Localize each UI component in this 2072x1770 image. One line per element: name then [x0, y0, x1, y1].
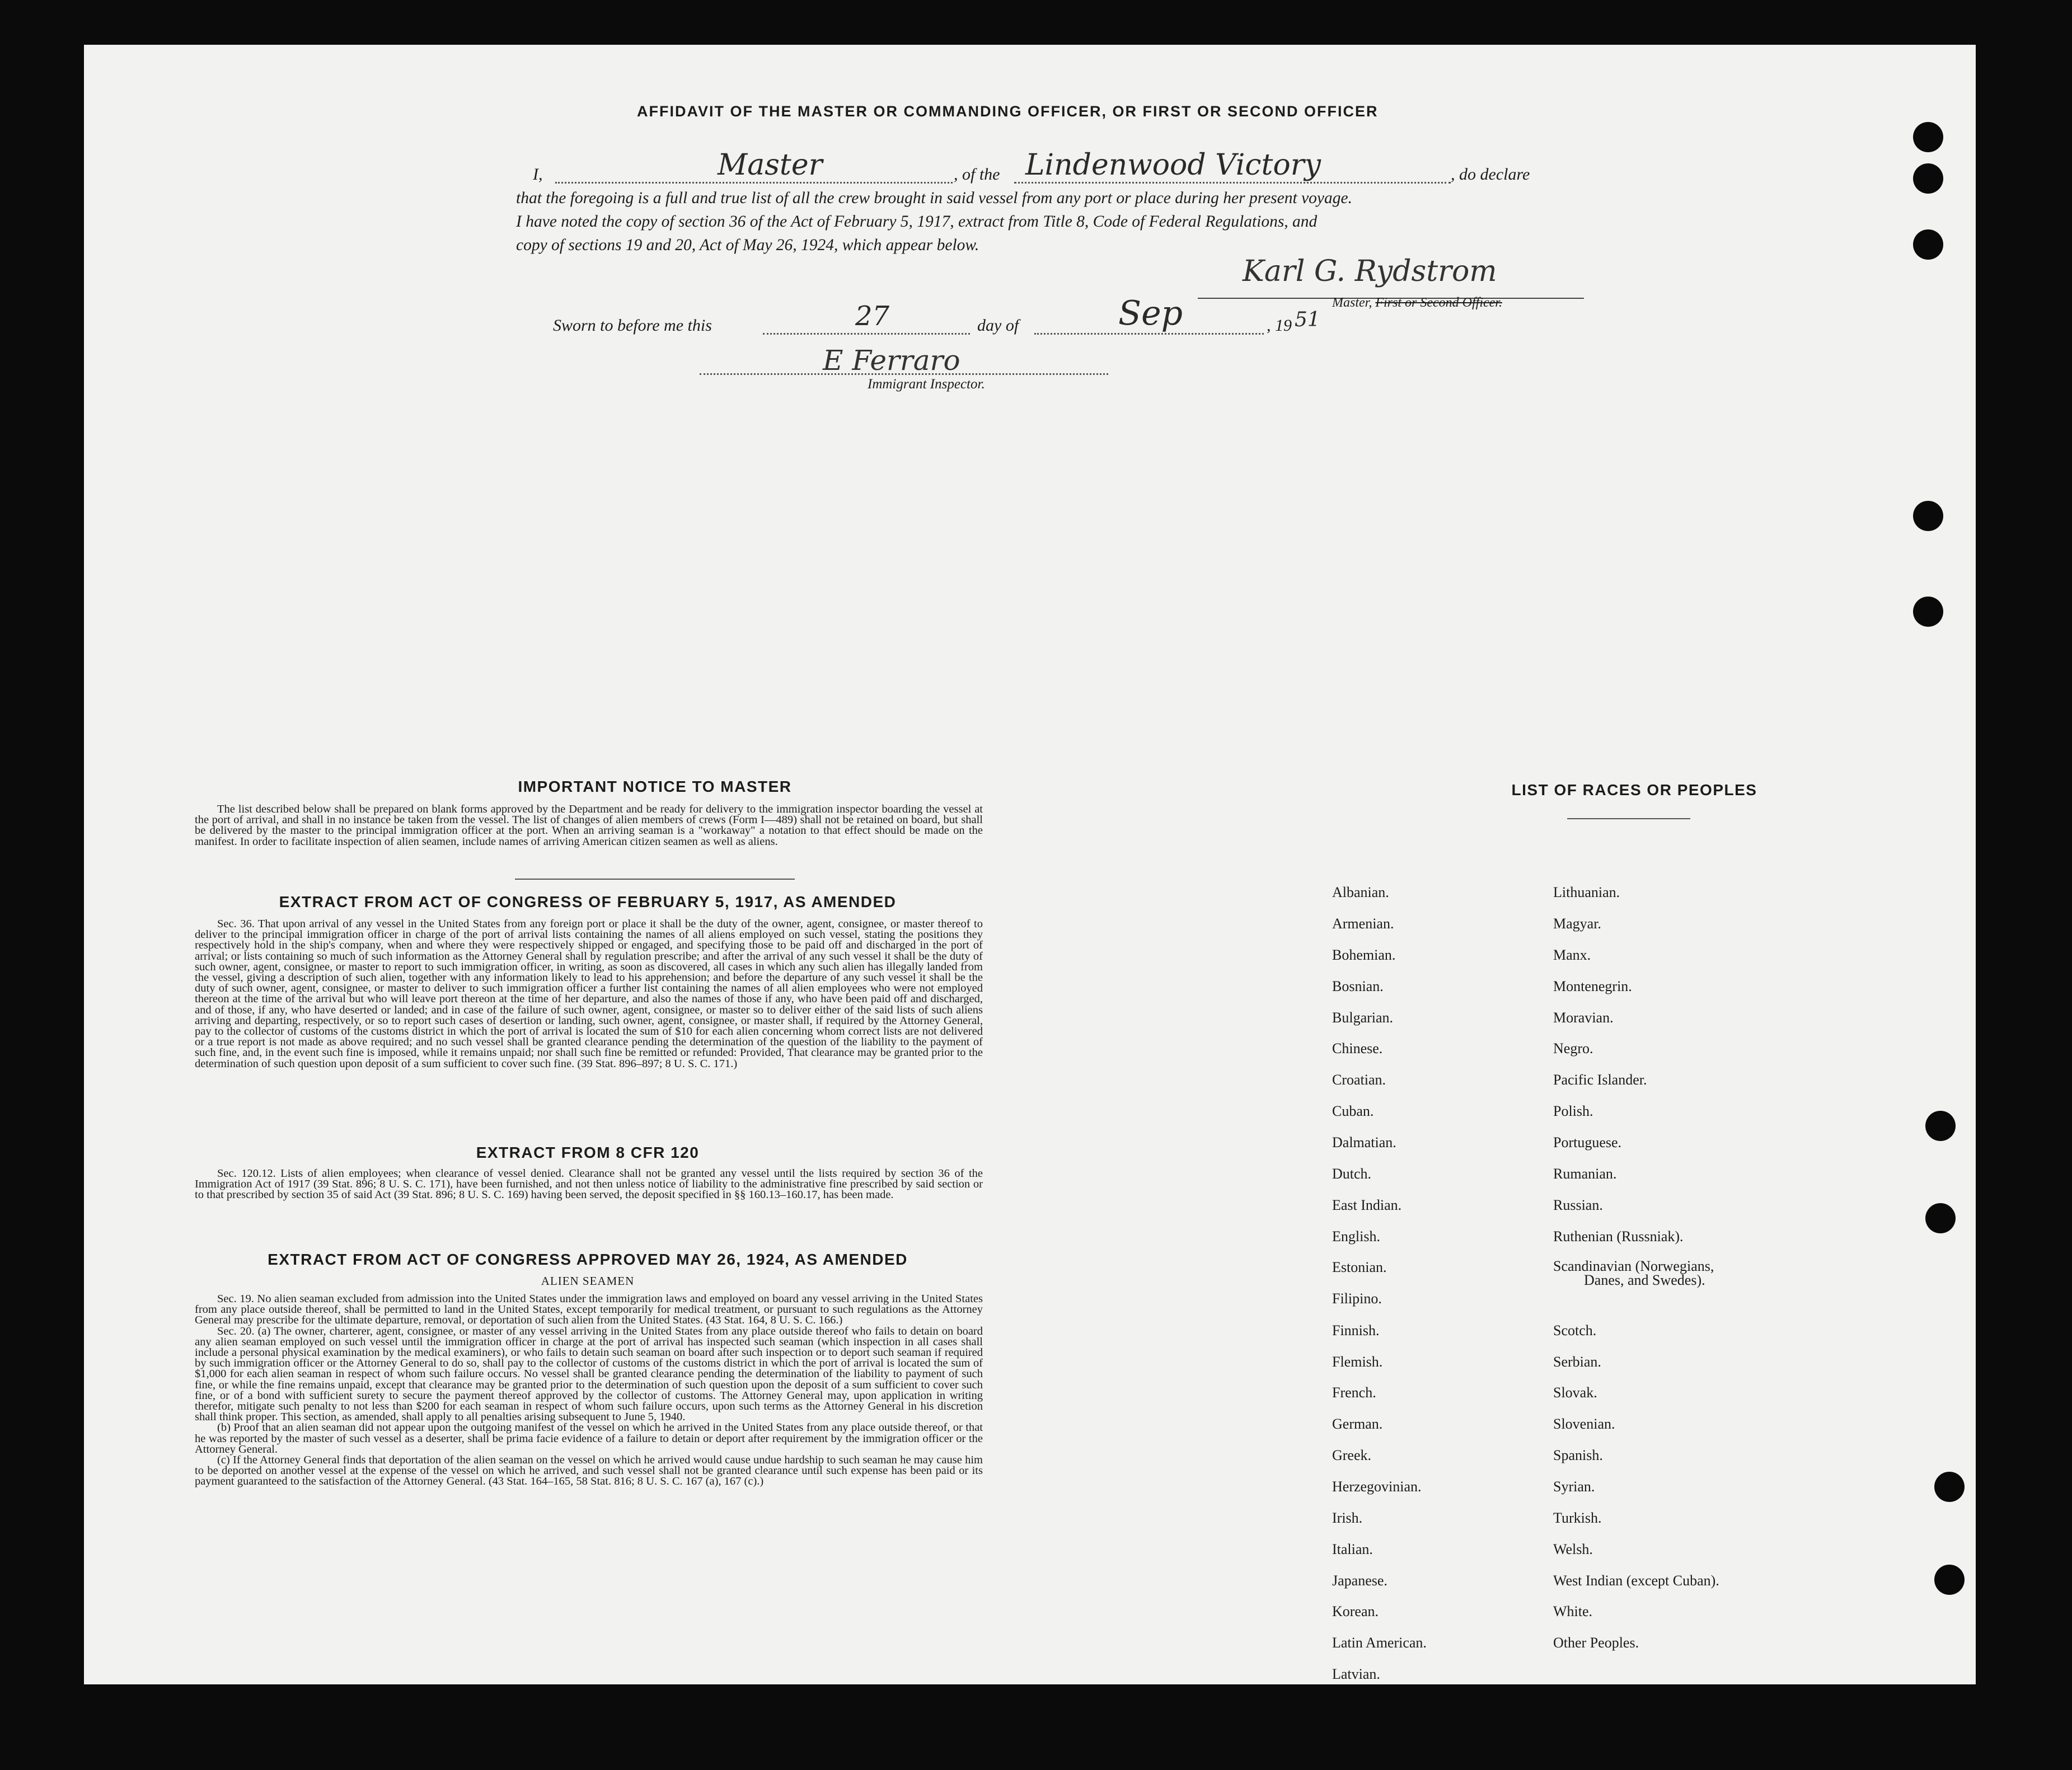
race-item: Bosnian. — [1332, 978, 1384, 994]
race-item: Estonian. — [1332, 1259, 1387, 1275]
notice-divider — [515, 879, 795, 880]
day-handwritten: 27 — [855, 301, 890, 332]
race-item: Lithuanian. — [1553, 884, 1620, 900]
race-item: Armenian. — [1332, 915, 1394, 932]
race-item: Portuguese. — [1553, 1134, 1622, 1151]
binder-hole-2 — [1913, 163, 1943, 194]
race-item: Syrian. — [1553, 1478, 1595, 1495]
extract-cfr-text: Sec. 120.12. Lists of alien employees; when clearance of vessel denied. Clearance shall not be granted any vessel until the lists required by section 36 of the Immigration Act of 1917 (39 Stat. 896; 8 U. S. C. 171), have been furnished, and not then unless notice of liability to the administrative fine prescribed by said section or to that prescribed by section 35 of said Act (39 Stat. 896; 8 U. S. C. 169) having been served, the deposit specified in §§ 160.13–160.17, has been made. — [195, 1167, 983, 1201]
of-the-label: , of the — [954, 165, 1000, 184]
race-item: Russian. — [1553, 1197, 1603, 1213]
race-item: Japanese. — [1332, 1572, 1387, 1589]
inspector-line — [700, 372, 1108, 375]
binder-hole-6 — [1925, 1111, 1956, 1141]
affidavit-title: AFFIDAVIT OF THE MASTER OR COMMANDING OFFICER, OR FIRST OR SECOND OFFICER — [637, 103, 1379, 120]
race-item: Magyar. — [1553, 915, 1601, 932]
binder-hole-1 — [1913, 122, 1943, 152]
race-item: Chinese. — [1332, 1040, 1383, 1057]
race-item: Filipino. — [1332, 1290, 1382, 1307]
extract-cfr-title: EXTRACT FROM 8 CFR 120 — [476, 1144, 700, 1161]
race-item: Welsh. — [1553, 1541, 1593, 1557]
race-item: Polish. — [1553, 1103, 1593, 1119]
race-item: Flemish. — [1332, 1354, 1383, 1370]
race-item: Ruthenian (Russniak). — [1553, 1228, 1684, 1245]
race-item: Finnish. — [1332, 1322, 1380, 1339]
inspector-signature: E Ferraro — [823, 344, 960, 377]
race-item: Pacific Islander. — [1553, 1072, 1647, 1088]
declaration-line-2: that the foregoing is a full and true list of all the crew brought in said vessel from any port or place during her present voyage. — [516, 189, 1352, 207]
sec-19-paragraph: Sec. 19. No alien seaman excluded from admission into the United States under the immigration laws and employed on board any vessel arriving in the United States from any place outside thereof, shall be permitted to land in the United States, except temporarily for medical treatment, or pursuant to such regulations as the Attorney General may prescribe for the ultimate departure, removal, or deportation of such alien from the United States. (43 Stat. 164, 8 U. S. C. 166.) — [195, 1293, 983, 1327]
race-item: White. — [1553, 1603, 1593, 1619]
sec-20c-paragraph: (c) If the Attorney General finds that deportation of the alien seaman on the vessel on which he arrived would cause undue hardship to such seaman he may cause him to be deported on another vessel at the expense of the vessel on which he arrived, and such vessel shall not be granted clearance until such expense has been paid or its payment guaranteed to the satisfaction of the Attorney General. (43 Stat. 164–165, 58 Stat. 816; 8 U. S. C. 167 (a), 167 (c).) — [195, 1454, 983, 1488]
officer-caption-struck: First or Second Officer. — [1375, 295, 1502, 310]
race-item: Rumanian. — [1553, 1166, 1617, 1182]
race-item: Dalmatian. — [1332, 1134, 1396, 1151]
race-item: Turkish. — [1553, 1510, 1602, 1526]
do-declare-label: , do declare — [1451, 165, 1530, 184]
sec-20a-paragraph: Sec. 20. (a) The owner, charterer, agent, consignee, or master of any vessel arriving in the United States from any place outside thereof who fails to detain on board any alien seaman employed on such vessel until the immigration officer in charge at the port of arrival has inspected such seaman (which inspection in all cases shall include a personal physical examination by the medical examiners), or who fails to detain such seaman on board after such inspection or to deport such seaman if required by such immigration officer or the Attorney General to do so, shall pay to the collector of customs of the customs district in which the port of arrival is located the sum of $1,000 for each alien seaman in respect of whom such failure occurs. No vessel shall be granted clearance pending the determination of the liability to payment of such fine, or while the fine remains unpaid, except that clearance may be granted prior to the determination of such question upon the deposit of a sum sufficient to cover such fine, or of a bond with sufficient surety to secure the payment thereof approved by the collector of customs. The Attorney General may, upon application in writing therefor, mitigate such penalty to not less than $200 for each seaman in respect of whom such failure occurs, upon such terms as the Attorney General in his discretion shall think proper. This section, as amended, shall apply to all penalties arising subsequent to June 5, 1940. — [195, 1325, 983, 1424]
extract-1917-text: Sec. 36. That upon arrival of any vessel in the United States from any foreign port or place it shall be the duty of the owner, agent, consignee, or master thereof to deliver to the principal immigration officer in charge of the port of arrival lists containing the names of all aliens employed on such vessel, stating the positions they respectively hold in the ship's company, when and where they were respectively shipped or engaged, and specifying those to be paid off and discharged in the port of arrival; or lists containing so much of such information as the Attorney General shall by regulation prescribe; and after the arrival of any such vessel it shall be the duty of such owner, agent, consignee, or master to report to such immigration officer, in writing, as soon as discovered, all cases in which any such alien has illegally landed from the vessel, giving a description of such alien, together with any information likely to lead to his apprehension; and before the departure of any such vessel it shall be the duty of such owner, agent, consignee, or master to deliver to such immigration officer a further list containing the names of all alien employees who were not employed thereon at the time of the arrival but who will leave port thereon at the time of her departure, and also the names of those if any, who have been paid off and discharged, and of those, if any, who have deserted or landed; and in case of the failure of such owner, agent, consignee, or master so to deliver either of the said lists of such aliens arriving and departing, respectively, or so to report such cases of desertion or landing, such owner, agent, consignee, or master shall, if required by the Attorney General, pay to the collector of customs of the customs district in which the port of arrival is located the sum of $10 for each alien concerning whom correct lists are not delivered or a true report is not made as above required; and no such vessel shall be granted clearance pending the determination of the question of the liability to the payment of such fine, and, in the event such fine is imposed, while it remains unpaid; nor shall such fine be remitted or refunded: Provided, That clearance may be granted prior to the determination of such question upon deposit of a sum sufficient to cover such fine. (39 Stat. 896–897; 8 U. S. C. 171.) — [195, 918, 983, 1070]
officer-caption-master: Master, — [1332, 295, 1372, 310]
binder-hole-7 — [1925, 1203, 1956, 1233]
day-of-label: day of — [977, 316, 1019, 335]
race-item: West Indian (except Cuban). — [1553, 1572, 1719, 1589]
race-item: Moravian. — [1553, 1010, 1614, 1026]
race-item: Dutch. — [1332, 1166, 1372, 1182]
race-item: Cuban. — [1332, 1103, 1374, 1119]
sec-20b-paragraph: (b) Proof that an alien seaman did not appear upon the outgoing manifest of the vessel on which he arrived in the United States from any place outside thereof, or that he was reported by the master of such vessel as a deserter, shall be prima facie evidence of a failure to detain or deport after requirement by the immigration officer or the Attorney General. — [195, 1421, 983, 1456]
i-label: I, — [533, 165, 543, 184]
race-item: East Indian. — [1332, 1197, 1402, 1213]
race-item: Latvian. — [1332, 1666, 1380, 1682]
race-item: Bohemian. — [1332, 947, 1396, 963]
race-item: Latin American. — [1332, 1635, 1427, 1651]
race-item: Montenegrin. — [1553, 978, 1632, 994]
binder-hole-4 — [1913, 501, 1943, 531]
race-item: Slovak. — [1553, 1384, 1597, 1401]
year-prefix: , 19 — [1267, 316, 1292, 335]
race-item: Scandinavian (Norwegians, — [1553, 1258, 1714, 1274]
extract-1917-title: EXTRACT FROM ACT OF CONGRESS OF FEBRUARY 5, 1917, AS AMENDED — [279, 893, 897, 910]
document-page — [84, 45, 1976, 1684]
extract-1924-text — [195, 1294, 983, 1487]
race-item: Korean. — [1332, 1603, 1379, 1619]
month-handwritten: Sep — [1118, 294, 1183, 333]
race-item: Scotch. — [1553, 1322, 1597, 1339]
race-item: French. — [1332, 1384, 1376, 1401]
officer-caption — [1332, 295, 1502, 311]
declaration-line-3: I have noted the copy of section 36 of the Act of February 5, 1917, extract from Title 8, Code of Federal Regulations, and — [516, 213, 1318, 231]
races-title: LIST OF RACES OR PEOPLES — [1511, 781, 1757, 799]
rank-handwritten: Master — [718, 148, 823, 182]
sworn-label: Sworn to before me this — [553, 316, 712, 335]
binder-hole-5 — [1913, 597, 1943, 627]
race-item: Danes, and Swedes). — [1584, 1272, 1705, 1288]
race-item: Serbian. — [1553, 1354, 1601, 1370]
year-handwritten: 51 — [1295, 308, 1320, 331]
binder-hole-9 — [1934, 1565, 1965, 1595]
vessel-handwritten: Lindenwood Victory — [1025, 148, 1321, 182]
race-item: Herzegovinian. — [1332, 1478, 1422, 1495]
extract-1924-title: EXTRACT FROM ACT OF CONGRESS APPROVED MAY 26, 1924, AS AMENDED — [268, 1251, 908, 1268]
race-item: Other Peoples. — [1553, 1635, 1639, 1651]
inspector-caption: Immigrant Inspector. — [868, 377, 985, 392]
race-item: Croatian. — [1332, 1072, 1386, 1088]
race-item: German. — [1332, 1416, 1383, 1432]
binder-hole-8 — [1934, 1472, 1965, 1502]
master-signature: Karl G. Rydstrom — [1243, 255, 1497, 288]
race-item: Spanish. — [1553, 1447, 1603, 1463]
race-item: Italian. — [1332, 1541, 1373, 1557]
races-divider — [1567, 818, 1690, 819]
binder-hole-3 — [1913, 229, 1943, 260]
notice-text: The list described below shall be prepared on blank forms approved by the Department and be ready for delivery to the immigration inspector boarding the vessel at the port of arrival, and shall in no instance be taken from the vessel. The list of changes of alien members of crews (Form I—489) shall not be retained on board, but shall be delivered by the master to the principal immigration officer at the port. When an arriving seaman is a "workaway" a notation to that effect should be made on the manifest. In order to facilitate inspection of alien seamen, include names of arriving American citizen seamen as well as aliens. — [195, 803, 983, 848]
race-item: Greek. — [1332, 1447, 1372, 1463]
notice-title: IMPORTANT NOTICE TO MASTER — [518, 778, 792, 795]
race-item: Bulgarian. — [1332, 1010, 1394, 1026]
extract-1924-subtitle: ALIEN SEAMEN — [541, 1274, 635, 1288]
race-item: Manx. — [1553, 947, 1591, 963]
race-item: Albanian. — [1332, 884, 1389, 900]
race-item: Slovenian. — [1553, 1416, 1615, 1432]
race-item: Negro. — [1553, 1040, 1593, 1057]
race-item: Irish. — [1332, 1510, 1363, 1526]
declaration-line-4: copy of sections 19 and 20, Act of May 26, 1924, which appear below. — [516, 236, 979, 254]
race-item: English. — [1332, 1228, 1380, 1245]
